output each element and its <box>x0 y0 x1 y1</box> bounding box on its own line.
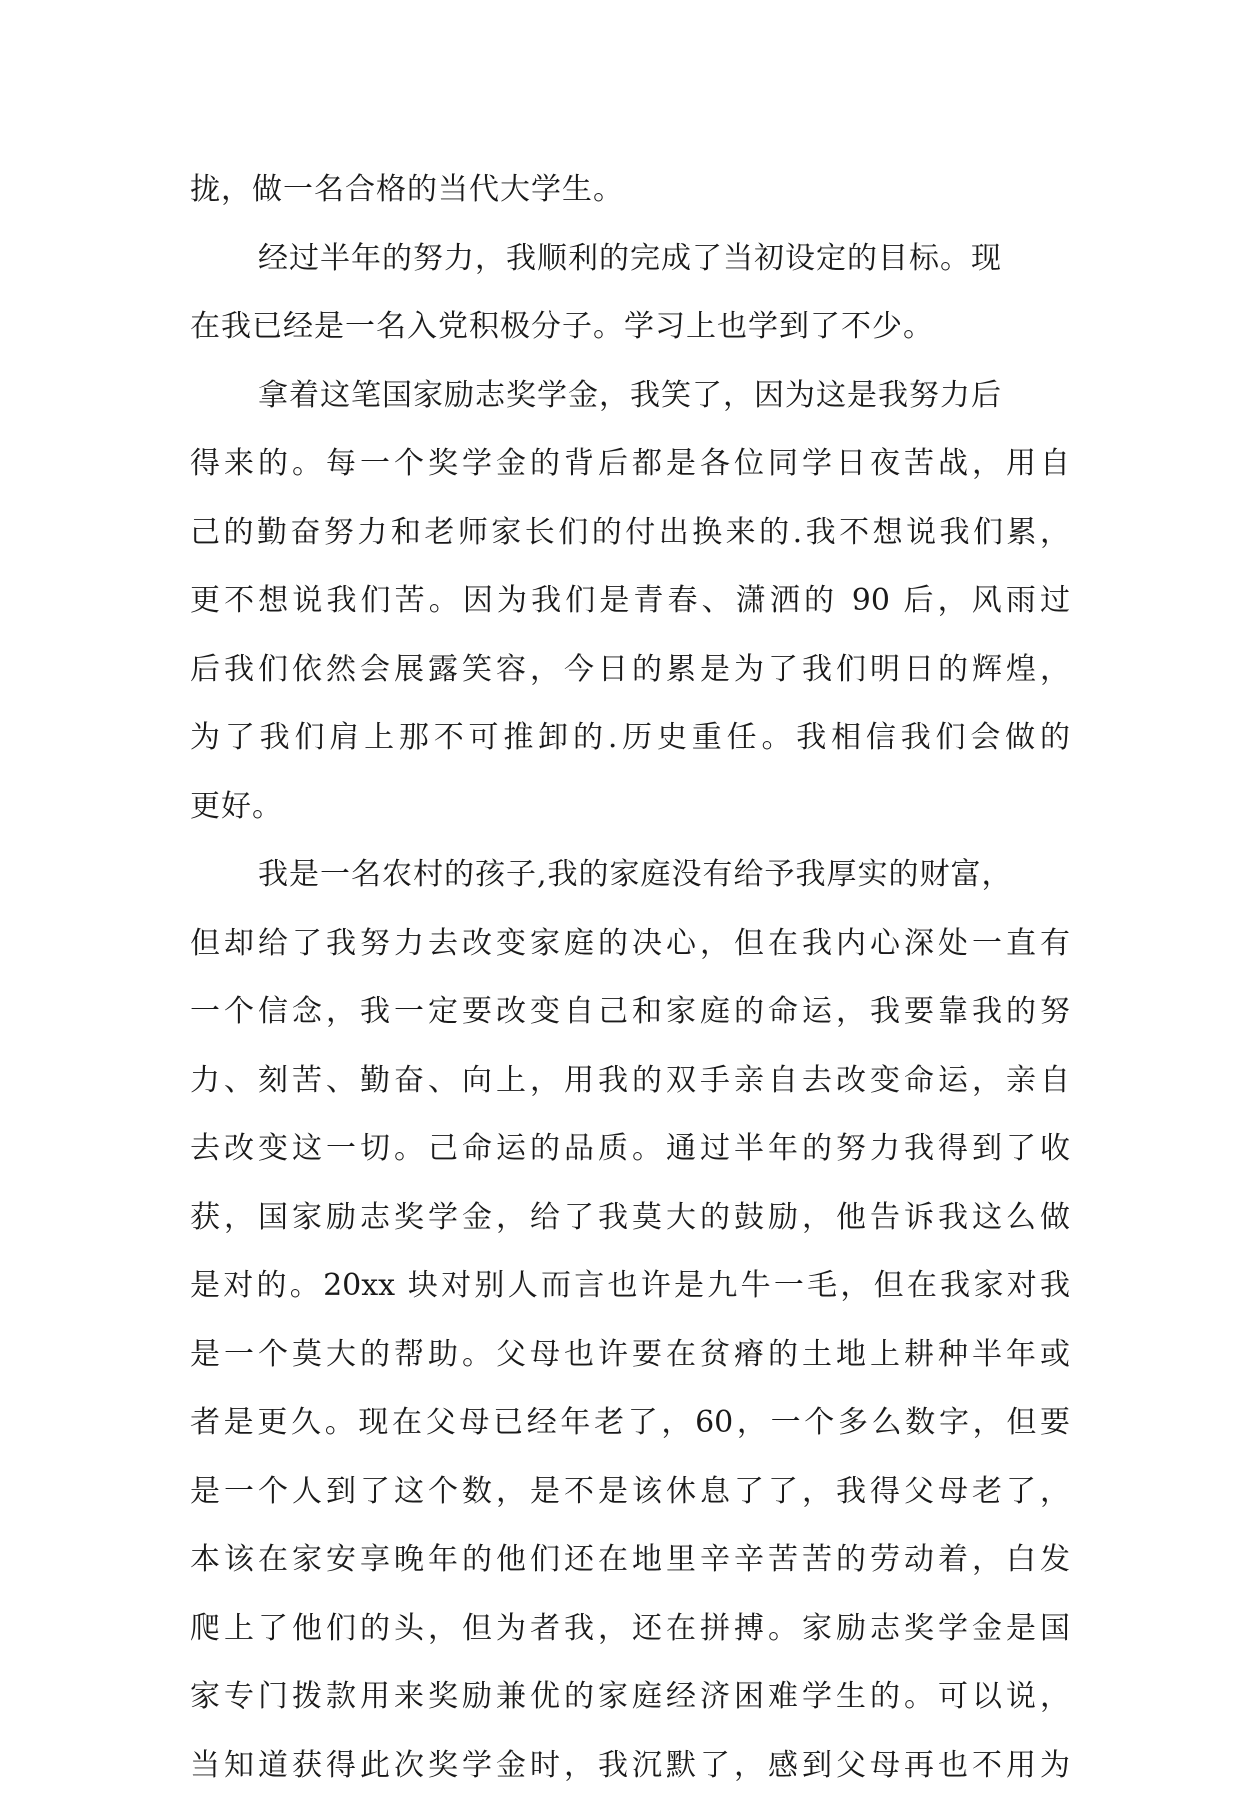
paragraph-first-line: 经过半年的努力，我顺利的完成了当初设定的目标。现 <box>190 225 1070 294</box>
text-line: 后我们依然会展露笑容，今日的累是为了我们明日的辉煌， <box>190 636 1070 705</box>
text-line: 去改变这一切。己命运的品质。通过半年的努力我得到了收 <box>190 1115 1070 1184</box>
text-line: 者是更久。现在父母已经年老了，60，一个多么数字，但要 <box>190 1389 1070 1458</box>
text-line: 为了我们肩上那不可推卸的.历史重任。我相信我们会做的 <box>190 704 1070 773</box>
paragraph-first-line: 我是一名农村的孩子,我的家庭没有给予我厚实的财富， <box>190 841 1070 910</box>
text-line: 得来的。每一个奖学金的背后都是各位同学日夜苦战，用自 <box>190 430 1070 499</box>
document-body <box>190 156 1070 1800</box>
text-line: 更好。 <box>190 773 1070 842</box>
text-line: 但却给了我努力去改变家庭的决心，但在我内心深处一直有 <box>190 910 1070 979</box>
text-line: 在我已经是一名入党积极分子。学习上也学到了不少。 <box>190 293 1070 362</box>
text-line: 己的勤奋努力和老师家长们的付出换来的.我不想说我们累， <box>190 499 1070 568</box>
text-line: 家专门拨款用来奖励兼优的家庭经济困难学生的。可以说， <box>190 1663 1070 1732</box>
text-line: 是一个人到了这个数，是不是该休息了了，我得父母老了， <box>190 1458 1070 1527</box>
text-line: 拢，做一名合格的当代大学生。 <box>190 156 1070 225</box>
text-line: 是一个莫大的帮助。父母也许要在贫瘠的土地上耕种半年或 <box>190 1321 1070 1390</box>
text-line: 本该在家安享晚年的他们还在地里辛辛苦苦的劳动着，白发 <box>190 1526 1070 1595</box>
text-line: 一个信念，我一定要改变自己和家庭的命运，我要靠我的努 <box>190 978 1070 1047</box>
paragraph-first-line: 拿着这笔国家励志奖学金，我笑了，因为这是我努力后 <box>190 362 1070 431</box>
text-line: 获，国家励志奖学金，给了我莫大的鼓励，他告诉我这么做 <box>190 1184 1070 1253</box>
text-line: 更不想说我们苦。因为我们是青春、潇洒的 90 后，风雨过 <box>190 567 1070 636</box>
text-line: 力、刻苦、勤奋、向上，用我的双手亲自去改变命运，亲自 <box>190 1047 1070 1116</box>
text-line: 是对的。20xx 块对别人而言也许是九牛一毛，但在我家对我 <box>190 1252 1070 1321</box>
text-line: 爬上了他们的头，但为者我，还在拼搏。家励志奖学金是国 <box>190 1595 1070 1664</box>
text-line: 当知道获得此次奖学金时，我沉默了，感到父母再也不用为 <box>190 1732 1070 1800</box>
